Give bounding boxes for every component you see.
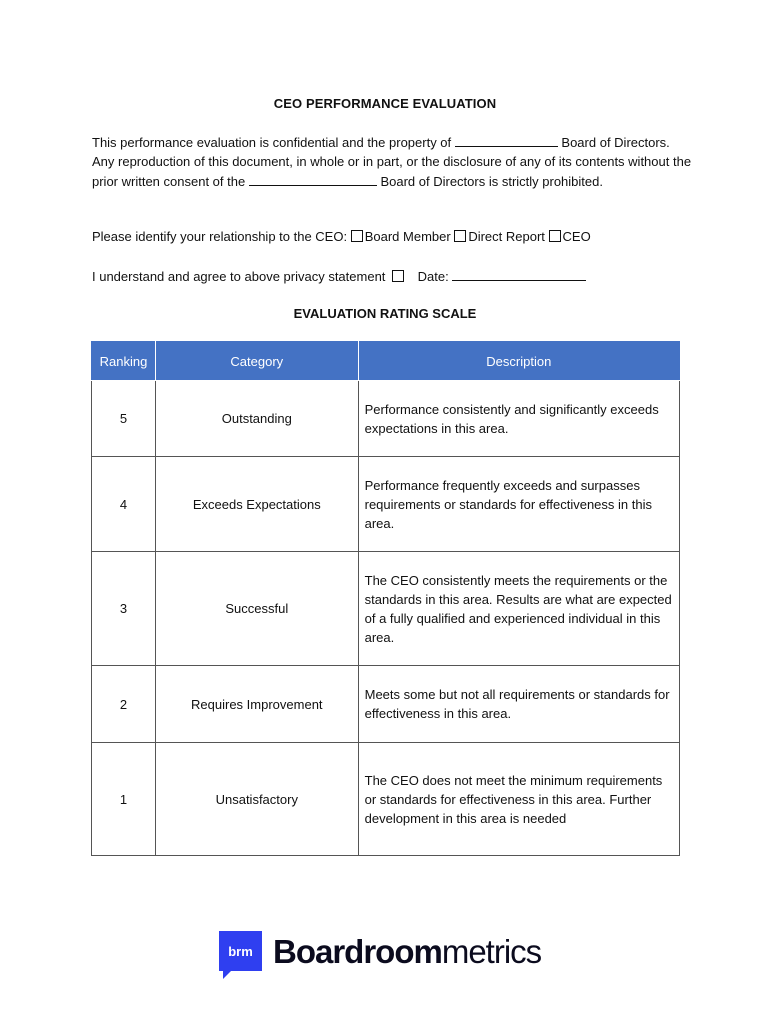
category-cell: Requires Improvement xyxy=(155,666,358,743)
document-title: CEO PERFORMANCE EVALUATION xyxy=(273,96,497,111)
rank-cell: 3 xyxy=(92,552,156,666)
description-cell: The CEO does not meet the minimum requirements or standards for effectiveness in this area. Further development in this area is needed xyxy=(358,743,679,856)
agreement-statement: I understand and agree to above privacy statement xyxy=(92,269,386,284)
board-name-blank[interactable] xyxy=(455,134,558,147)
description-header: Description xyxy=(358,342,679,381)
relationship-prompt: Please identify your relationship to the CEO: xyxy=(92,229,348,244)
relationship-line xyxy=(92,229,591,244)
brm-badge-icon xyxy=(219,931,262,979)
table-row xyxy=(92,666,680,743)
board-member-checkbox[interactable] xyxy=(351,230,363,242)
logo-wordmark xyxy=(273,933,541,971)
confidentiality-text-2: Board of Directors. Any reproduction of this document, in whole or in part, or the disclosure of any of its contents without the prior written consent of the xyxy=(92,135,692,189)
table-row xyxy=(92,381,680,457)
rating-scale-title: EVALUATION RATING SCALE xyxy=(293,306,477,321)
confidentiality-text-1: This performance evaluation is confidential and the property of xyxy=(92,135,452,150)
category-cell: Successful xyxy=(155,552,358,666)
table-row xyxy=(92,552,680,666)
rank-cell: 2 xyxy=(92,666,156,743)
logo-word-strong: Boardroom xyxy=(273,933,442,970)
direct-report-label: Direct Report xyxy=(468,229,545,244)
category-cell: Unsatisfactory xyxy=(155,743,358,856)
date-label: Date: xyxy=(417,269,449,284)
rank-cell: 1 xyxy=(92,743,156,856)
description-cell: Performance frequently exceeds and surpasses requirements or standards for effectiveness in this area. xyxy=(358,457,679,552)
description-cell: Meets some but not all requirements or standards for effectiveness in this area. xyxy=(358,666,679,743)
description-cell: Performance consistently and significantly exceeds expectations in this area. xyxy=(358,381,679,457)
table-row xyxy=(92,743,680,856)
table-header-row xyxy=(92,342,680,381)
category-cell: Outstanding xyxy=(155,381,358,457)
rank-cell: 5 xyxy=(92,381,156,457)
ranking-header: Ranking xyxy=(92,342,156,381)
consent-board-blank[interactable] xyxy=(249,173,377,186)
boardroommetrics-logo xyxy=(219,931,559,979)
logo-word-light: metrics xyxy=(441,933,542,970)
confidentiality-paragraph xyxy=(92,133,692,191)
rating-scale-table xyxy=(91,341,680,856)
table-row xyxy=(92,457,680,552)
description-cell: The CEO consistently meets the requirements or the standards in this area. Results are what are expected of a fully qualified and experienced individual in this area. xyxy=(358,552,679,666)
agree-checkbox[interactable] xyxy=(392,270,404,282)
rank-cell: 4 xyxy=(92,457,156,552)
date-blank[interactable] xyxy=(452,268,586,281)
direct-report-checkbox[interactable] xyxy=(454,230,466,242)
category-cell: Exceeds Expectations xyxy=(155,457,358,552)
agreement-line xyxy=(92,268,586,284)
ceo-checkbox[interactable] xyxy=(549,230,561,242)
board-member-label: Board Member xyxy=(364,229,451,244)
badge-text: brm xyxy=(228,944,253,959)
confidentiality-text-3: Board of Directors is strictly prohibited. xyxy=(380,173,603,189)
ceo-label: CEO xyxy=(562,229,591,244)
category-header: Category xyxy=(155,342,358,381)
